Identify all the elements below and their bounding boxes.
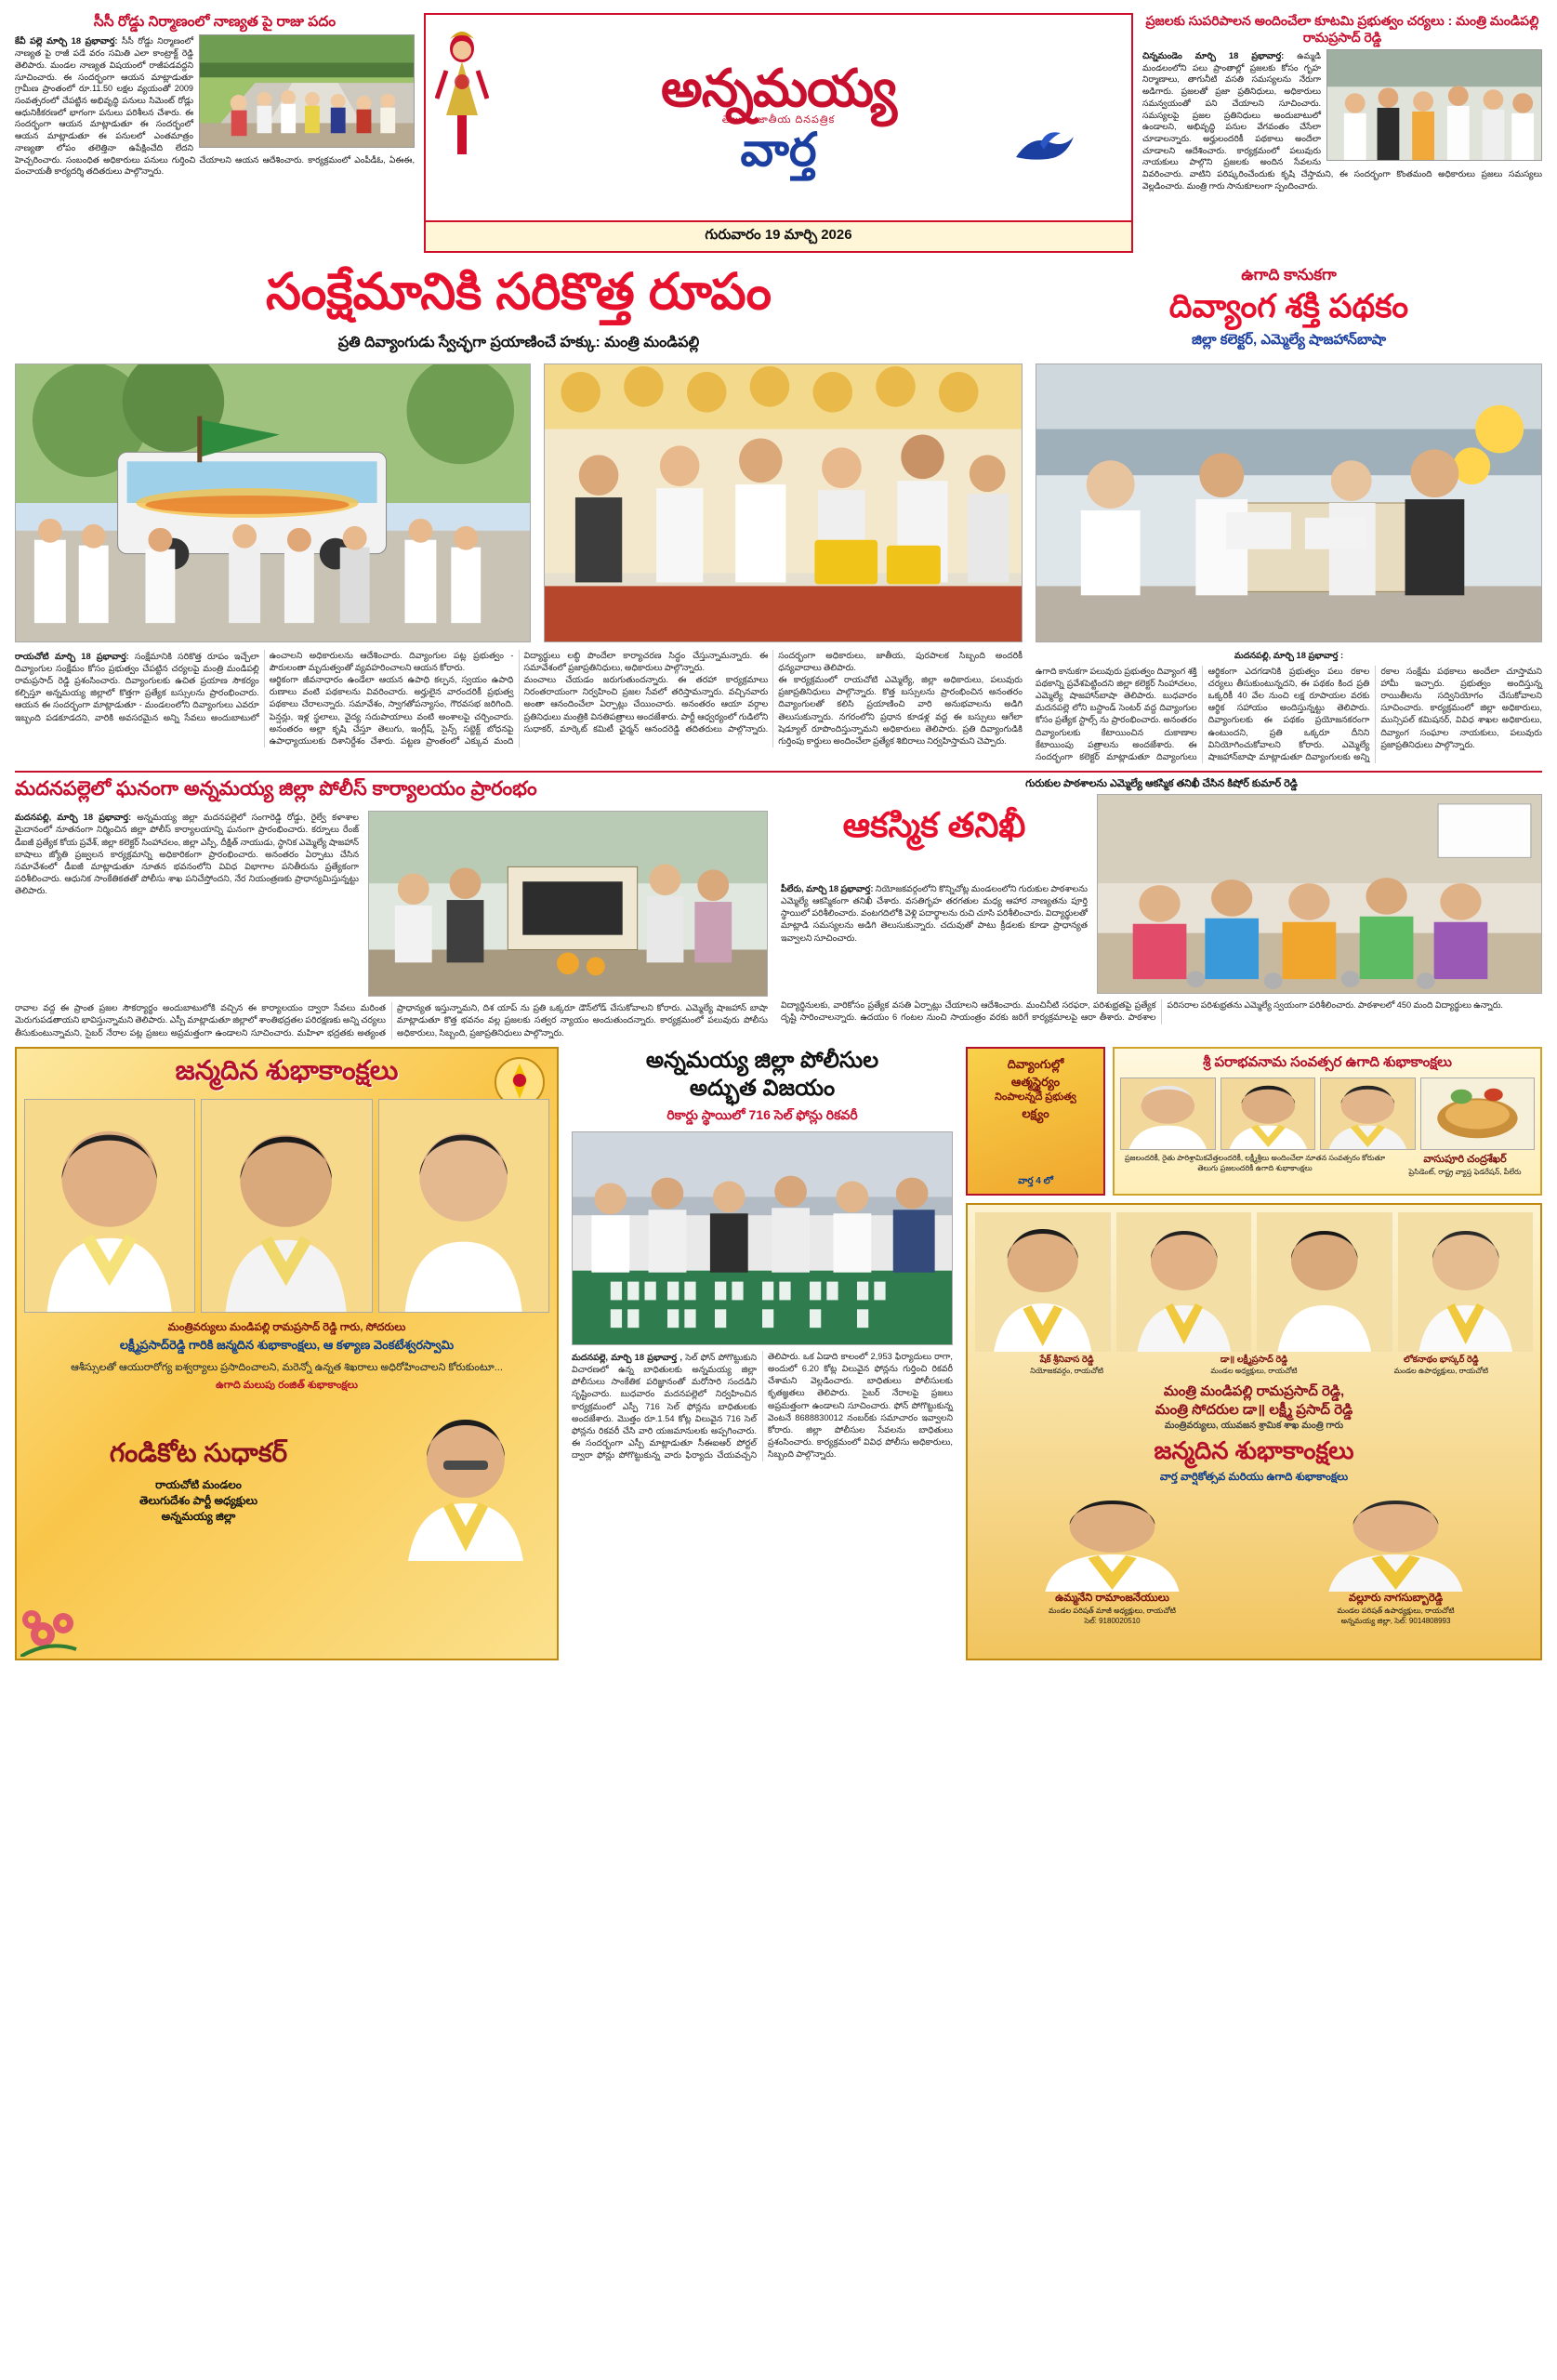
lead-body-1: సంక్షేమానికి సరికొత్త రూపం ఇచ్చేలా దివ్యాంగుల సంక్షేమం కోసం ప్రభుత్వం చేపట్టిన చర్యలపై మంత్రి మండిపల్లి రామప్రసాద్ రెడ్డి ప్రశంసించారు. దివ్యాంగులకు ఉచిత ప్రయాణ సౌకర్యం కల్పిస్తూ అన్నమయ్య జిల్లాలో కొత్తగా ప్రత్యేక బస్సులను ప్రారంభించారు. ఆయన ఈ సందర్భంగా మాట్లాడుతూ - మండలంలోని దివ్యాంగులు ఎవరూ ఇబ్బంది పడకూడదని, వారికి అవసరమైన అన్ని సేవలు అందుబాటులో ఉంచాలని అధికారులను ఆదేశించారు. దివ్యాంగుల పట్ల ప్రభుత్వం - పౌరులంతా మృదుత్వంతో వ్యవహరించాలని ఆయన కోరారు. (15, 650, 514, 722)
middle-row (15, 778, 1542, 1039)
paper-title: అన్నమయ్య (660, 59, 897, 117)
inspection-story (781, 778, 1542, 1039)
bottom-right-desig: మండల పరిషత్ ఉపాధ్యక్షులు, రాయచోటి (1337, 1606, 1455, 1616)
police-success-story (572, 1047, 953, 1462)
lead-headline: సంక్షేమానికి సరికొత్త రూపం (265, 264, 772, 320)
ugadi-body-block (1036, 650, 1542, 764)
birthday-portrait-3 (378, 1099, 549, 1313)
ugadi-ad-portrait-3 (1320, 1078, 1416, 1150)
paper-subtitle: వార్త (740, 124, 817, 176)
stall-photo (1036, 364, 1542, 642)
lead-body-block (15, 650, 1023, 764)
police-body-right: రావాల వద్ద ఈ ప్రాంత ప్రజల సౌకర్యార్థం అందుబాటులోకి వచ్చిన ఈ కార్యాలయం ద్వారా సేవలు మరింత మెరుగుపడతాయని భావిస్తున్నామని తెలిపారు. ఎస్పీ మాట్లాడుతూ జిల్లాలో శాంతిభద్రతల పరిరక్షణకు అన్ని చర్యలు తీసుకుంటున్నామని, సైబర్ నేరాల పట్ల ప్రజలు అప్రమత్తంగా ఉండాలని సూచించారు. మహిళా భద్రతకు అత్యంత ప్రాధాన్యత ఇస్తున్నామని, దిశ యాప్ ను ప్రతి ఒక్కరూ డౌన్‌లోడ్ చేసుకోవాలని కోరారు. ఎమ్మెల్యే షాజహాన్ బాషా మాట్లాడుతూ కొత్త భవనం వల్ల ప్రజలకు సత్వర న్యాయం అందుతుందన్నారు. కార్యక్రమంలో పలువురు పోలీసు అధికారులు, సిబ్బంది, ప్రజాప్రతినిధులు పాల్గొన్నారు. (15, 1003, 768, 1038)
ugadi-ad-portrait-1 (1120, 1078, 1216, 1150)
lower-row (15, 1047, 1542, 1660)
bottom-right-name: వల్లూరు నాగసుబ్బారెడ్డి (1348, 1593, 1444, 1605)
police-dateline: మదనపల్లి, మార్చి 18 ప్రభావార్త: (15, 812, 132, 823)
lead-body-2: ఆర్థికంగా జీవనాధారం ఉండేలా ఆయన ఉపాధి కల్పన, స్వయం ఉపాధి రుణాలు వంటి పథకాలను వివరించారు. అర్హులైన వారందరికీ ప్రభుత్వ పథకాలు చేరాలన్నారు. సమావేశం, స్వాగతోపన్యాసం, గౌరవసభ జరిగింది. పెన్షన్లు, ఇళ్ల స్థలాలు, వైద్య సదుపాయాలు వంటి అంశాలపై చర్చించారు. అనంతరం అల్లా కృషి చేస్తూ తెలుగు, ఇంగ్లీష్, సైన్స్ సబ్జెక్ట్ బోధనపై ఉపాధ్యాయులకు దిశానిర్దేశం చేశారు. పట్టణ ప్రాంతంలో ఎక్కువ మంది విద్యార్థులు లబ్ధి పొందేలా కార్యాచరణ సిద్ధం చేస్తున్నామన్నారు. ఈ సమావేశంలో ప్రజాప్రతినిధులు, అధికారులు పాల్గొన్నారు. (269, 650, 769, 746)
birthday-line-3: ఆశీస్సులతో ఆయురారోగ్య ఐశ్వర్యాలు ప్రసాదించాలని, మరెన్నో ఉన్నత శిఖరాలు అధిరోహించాలని కోరుకుంటూ... (71, 1361, 503, 1373)
birthday-greeting-ad (15, 1047, 559, 1660)
ugadi-pachadi-photo (1420, 1078, 1535, 1150)
police-office-story (15, 778, 768, 1039)
masthead-logo (424, 13, 1133, 253)
ugadi-headline: దివ్యాంగ శక్తి పథకం (1168, 288, 1409, 324)
masthead (15, 13, 1542, 253)
police-body-left: అన్నమయ్య జిల్లా మదనపల్లెలో సంగారెడ్డి రోడ్డు, రైల్వే కళాశాల మైదానంలో నూతనంగా నిర్మించిన జిల్లా పోలీస్ కార్యాలయాన్ని ఘనంగా ప్రారంభించారు. కర్నూలు రేంజ్ డీఐజీ ప్రత్యేక కోయ ప్రవేశ్, జిల్లా కలెక్టర్ సింహాచలం, జిల్లా ఎస్పీ, దీక్షిత్ నాయుడు, స్థానిక ఎమ్మెల్యే షాజహాన్ బాషాలు జ్యోతి ప్రజ్వలన కార్యక్రమాన్ని అధికారికంగా ప్రారంభించారు. అనంతరం ఏర్పాటు చేసిన సమావేశంలో డీఐజీ మాట్లాడుతూ నూతన భవనంలోని వివిధ విభాగాల పనితీరును ప్రత్యేకంగా పరిశీలించారు. ఆధునిక సాంకేతికతతో పోలీసు శాఖ పనిచేస్తోందని, నేర నియంత్రణకు ప్రాధాన్యమిస్తున్నట్టు తెలిపారు. (15, 813, 359, 896)
birthday-portrait-1 (24, 1099, 195, 1313)
birthday-line-1: మంత్రివర్యులు మండిపల్లి రామప్రసాద్ రెడ్డి గారు, సోదరులు (167, 1321, 406, 1333)
lead-subhead: ప్రతి దివ్యాంగుడు స్వేచ్ఛగా ప్రయాణించే హక్కు: మంత్రి మండిపల్లి (337, 334, 700, 350)
right-story-dateline: చిన్నమండెం మార్చి 18 ప్రభావార్త: (1142, 50, 1285, 60)
leader-name-1: షేక్ శ్రీనివాస రెడ్డి (1039, 1354, 1094, 1365)
masthead-left-story (15, 13, 415, 253)
leader-desig-3: మండల ఉపాధ్యక్షులు, రాయచోటి (1393, 1366, 1489, 1375)
ugadi-greeting-ad (1113, 1047, 1542, 1196)
lead-body-4: ఈ కార్యక్రమంలో రాయచోటి ఎమ్మెల్యే, జిల్లా అధికారులు, పలువురు ప్రజాప్రతినిధులు పాల్గొన్నారు. కొత్త బస్సులను ప్రారంభించిన అనంతరం దివ్యాంగులతో కలిసి ప్రయాణించి వారి అనుభవాలను అడిగి తెలుసుకున్నారు. నగరంలోని ప్రధాన కూడళ్ల వద్ద ఈ బస్సులు ఆగేలా షెడ్యూల్ రూపొందిస్తున్నామని అధికారులు తెలిపారు. ప్రతి దివ్యాంగుడికి గుర్తింపు కార్డులు అందించేలా ప్రత్యేక శిబిరాలు నిర్వహిస్తామని చెప్పారు. (778, 675, 1023, 746)
lead-body-3: మంచాలు చేయడం జరుగుతుందన్నారు. ఈ తరహా కార్యక్రమాలు నిరంతరాయంగా నిర్వహించి ప్రజల సేవలో తరిస్తామన్నారు. వచ్చినవారు అంతా ఆనందించేలా ఏర్పాట్లు చేయించారు. అనంతరం ఆయా వర్గాల ప్రతినిధులు మంత్రికి వినతిపత్రాలు అందజేశారు. పార్టీ ఆధ్వర్యంలో గుడిలోని సుధాకర్, మార్కెట్ కమిటీ ఛైర్మన్ ఆనందరెడ్డి తదితరులు పాల్గొన్నారు. సందర్భంగా అధికారులు, జాతీయ, పురపాలక సిబ్బంది అందరికీ ధన్యవాదాలు తెలిపారు. (523, 650, 1023, 734)
birthday-person-desig-2: తెలుగుదేశం పార్టీ అధ్యక్షులు (139, 1493, 258, 1507)
lead-headline-block (15, 266, 1023, 354)
ugadi-subhead: జిల్లా కలెక్టర్, ఎమ్మెల్యే షాజహాన్‌బాషా (1191, 331, 1387, 348)
ugadi-ad-desig: ప్రెసిడెంట్, రాష్ట్ర వ్యాప్త ఫెడరేషన్, పీలేరు (1408, 1167, 1522, 1176)
birthday-line-2: లక్ష్మీప్రసాద్‌రెడ్డి గారికి జన్మదిన శుభాకాంక్షలు, ఆ కళ్యాణ వెంకటేశ్వరస్వామి (119, 1338, 455, 1352)
left-story-photo (199, 34, 415, 148)
ugadi-headline-block (1036, 266, 1542, 354)
dove-icon (1012, 129, 1077, 172)
right-story-photo (1326, 49, 1542, 161)
issue-date: గురువారం 19 మార్చి 2026 (426, 220, 1131, 251)
inspection-dateline: పీలేరు, మార్చి 18 ప్రభావార్త: (781, 882, 874, 893)
inset-line-2: ఆత్మస్థైర్యం (1010, 1074, 1061, 1089)
leader-photo-2 (1116, 1212, 1252, 1352)
leader-desig-2: మండల అధ్యక్షులు, రాయచోటి (1210, 1366, 1298, 1375)
ugadi-ad-portrait-2 (1221, 1078, 1316, 1150)
bottom-portrait-left (975, 1491, 1249, 1592)
inspection-body-left: నియోజకవర్గంలోని కొన్నిచోట్ల మండలంలోని గురుకుల పాఠశాలను ఎమ్మెల్యే ఆకస్మికంగా తనిఖీ చేశారు. వసతిగృహ తరగతుల మధ్య ఆహార నాణ్యతను పూర్తి స్థాయిలో పరిశీలించారు. వంటగదిలోకి వెళ్లి పదార్థాలను రుచి చూసి పరిశీలించారు. విద్యార్థులతో మాట్లాడి సమస్యలను అడిగి తెలుసుకున్నారు. చదువుతో పాటు క్రీడలకు కూడా ప్రాధాన్యత ఇవ్వాలని సూచించారు. (781, 883, 1088, 943)
success-title-1: అన్నమయ్య జిల్లా పోలీసుల (645, 1047, 879, 1073)
paper-tagline: తెలుగు జాతీయ దినపత్రిక (721, 114, 836, 126)
inspection-kicker: గురుకుల పాఠశాలను ఎమ్మెల్యే ఆకస్మిక తనిఖీ చేసిన కిషోర్ కుమార్ రెడ్డి (1025, 778, 1298, 790)
bottom-right-phone: అన్నమయ్య జిల్లా, సెల్: 9014808993 (1340, 1616, 1451, 1625)
ugadi-ad-name: వాసుపూరి చంద్రశేఖర్ (1423, 1153, 1507, 1165)
success-subhead: రికార్డు స్థాయిలో 716 సెల్ ఫోన్లు రికవరీ (666, 1106, 858, 1122)
ugadi-ad-title: శ్రీ పరాభవనామ సంవత్సర ఉగాది శుభాకాంక్షలు (1203, 1053, 1452, 1070)
left-story-text: సీసీ రోడ్డు నిర్మాణంలో నాణ్యత పై రాజీ పడే వరం సమితి ఎలా కాంట్రాక్ట్ రెడ్డి తెలిపారు. మండల నాణ్యత విషయంలో రాజీపడవద్దని సూచించారు. ఈ సందర్భంగా ఆయన మాట్లాడుతూ గ్రామీణ ప్రాంతంలో రూ.11.50 లక్షల వ్యయంతో 2009 సంవత్సరంలో చేపట్టిన అభివృద్ధి పనులు సిమెంట్ రోడ్లు ఆధునికీకరణలో భాగంగా పనులు పరిశీలన చేశారు. ఈ సందర్భంగా ఆయన మాట్లాడుతూ ఈ సందర్భంలో ఆయన మాట్లాడుతూ ఈ పనులలో ఎంతమాత్రం నాణ్యతా లోపం తలెత్తినా ఉపేక్షించేది లేదని హెచ్చరించారు. సంబంధిత అధికారులు పనులు గుర్తించి చేయాలని ఆయన ఆదేశించారు. కార్యక్రమంలో ఎంపీడీఓ, ఏఈఈ, పంచాయతీ కార్యదర్శి తదితరులు పాల్గొన్నారు. (15, 36, 415, 177)
ugadi-body: ఉగాది కానుకగా పలువురు ప్రభుత్వం దివ్యాంగ శక్తి పథకాన్ని ప్రవేశపెట్టిందని జిల్లా కలెక్టర్ సింహాచలం, ఎమ్మెల్యే షాజహాన్‌బాషా తెలిపారు. బుధవారం మదనపల్లె లోని బస్టాండ్ సెంటర్ వద్ద దివ్యాంగుల కోసం ప్రత్యేక స్టాల్స్ ను ప్రారంభించారు. అనంతరం దివ్యాంగులకు కేటాయించిన దుకాణాల కేటాయింపు పత్రాలను అందజేశారు. ఈ సందర్భంగా కలెక్టర్ మాట్లాడుతూ దివ్యాంగులు ఆర్థికంగా ఎదగడానికి ప్రభుత్వం పలు రకాల చర్యలు తీసుకుంటున్నదని, ఈ పథకం కింద ప్రతి ఒక్కరికీ 40 వేల నుంచి లక్ష రూపాయల వరకు ఆర్థిక సహాయం అందిస్తున్నట్టు తెలిపారు. దివ్యాంగులకు ఈ పథకం ప్రయోజనకరంగా ఉంటుందని, ప్రతి ఒక్కరూ దీనిని వినియోగించుకోవాలని కోరారు. ఎమ్మెల్యే షాజహాన్‌బాషా మాట్లాడుతూ దివ్యాంగులకు అన్ని రకాల సంక్షేమ పథకాలు అందేలా చూస్తామని హామీ ఇచ్చారు. ప్రభుత్వం అందిస్తున్న రాయితీలను సద్వినియోగం చేసుకోవాలని సూచించారు. కార్యక్రమంలో జిల్లా అధికారులు, మున్సిపల్ కమిషనర్, వివిధ శాఖల అధికారులు, దివ్యాంగ సంఘాల నాయకులు, పలువురు ప్రజాప్రతినిధులు పాల్గొన్నారు. (1036, 666, 1542, 761)
flower-decoration-icon (20, 1592, 132, 1657)
inset-line-3: నింపాలన్నదే ప్రభుత్వ (995, 1091, 1076, 1104)
bus-launch-photo (15, 364, 531, 642)
ugadi-dateline: మదనపల్లి, మార్చి 18 ప్రభావార్త : (1234, 649, 1344, 660)
lead-body-row (15, 650, 1542, 764)
success-body: సెల్ ఫోన్ పోగొట్టుకుని విచారణలో ఉన్న బాధితులకు అన్నమయ్య జిల్లా పోలీసులు సాంకేతిక పరిజ్ఞానంతో మరోసారి సందడిని సృష్టించారు. బుధవారం మదనపల్లెలో నిర్వహించిన కార్యక్రమంలో ఎస్పీ 716 సెల్ ఫోన్లను బాధితులకు అందజేశారు. మొత్తం రూ.1.54 కోట్ల విలువైన 716 సెల్ ఫోన్లను రికవరీ చేసి వారి యజమానులకు అప్పగించారు. ఈ సందర్భంగా ఎస్పీ మాట్లాడుతూ సీఈఐఆర్ పోర్టల్ ద్వారా ఫోన్లు పోగొట్టుకున్న వారు ఫిర్యాదు చేయవచ్చని తెలిపారు. ఒక ఏడాది కాలంలో 2,953 ఫిర్యాదులు రాగా, అందులో 6.20 కోట్ల విలువైన ఫోన్లను గుర్తించి రికవరీ చేశామని వెల్లడించారు. బాధితులు పోలీసులకు కృతజ్ఞతలు తెలిపారు. సైబర్ నేరాలపై ప్రజలు అప్రమత్తంగా ఉండాలని సూచించారు. ఫోన్ పోగొట్టుకున్న వెంటనే 8688830012 నంబర్‌కు సమాచారం ఇవ్వాలని కోరారు. జిల్లా పోలీసుల సేవలను బాధితులు ప్రశంసించారు. కార్యక్రమంలో వివిధ పోలీసు అధికారులు, సిబ్బంది పాల్గొన్నారు. (572, 1351, 953, 1461)
ugadi-ad-body: ప్రజలందరికీ, రైతు పారిశ్రామికవేత్తలందరికీ, లక్ష్మీశ్రీలు అందించేలా నూతన సంవత్సరం కోరుతూ తెలుగు ప్రజలందరికీ ఉగాది శుభాకాంక్షలు (1124, 1153, 1386, 1172)
deity-illustration (435, 26, 489, 165)
ugadi-kicker: ఉగాది కానుకగా (1241, 266, 1337, 284)
left-story-dateline: కేవీ పల్లె మార్చి 18 ప్రభావార్త: (15, 35, 118, 46)
bottom-left-phone: సెల్: 9180020510 (1084, 1616, 1141, 1625)
inspection-body-right: విద్యార్థినులకు, వారికోసం ప్రత్యేక వసతి ఏర్పాట్లు చేయాలని ఆదేశించారు. మంచినీటి సరఫరా, పరిశుభ్రతపై ప్రత్యేక దృష్టి సారించాలన్నారు. ఉదయం 6 గంటల నుంచి సాయంత్రం వరకు జరిగే కార్యక్రమాలపై ఆరా తీశారు. పాఠశాల పరిసరాల పరిశుభ్రతను ఎమ్మెల్యే స్వయంగా పరిశీలించారు. పాఠశాలలో 450 మంది విద్యార్థులు ఉన్నారు. (781, 1000, 1504, 1023)
inset-line-1: దివ్యాంగుల్లో (1007, 1056, 1064, 1071)
lead-dateline: రాయచోటి మార్చి 18 ప్రభావార్త: (15, 650, 129, 661)
bottom-portrait-right (1259, 1491, 1533, 1592)
leaders-birthday-ad (966, 1203, 1542, 1660)
birthday-main-portrait (382, 1403, 549, 1561)
leader-desig-1: నియోజకవర్గం, రాయచోటి (1030, 1366, 1104, 1375)
police-headline: మదనపల్లెలో ఘనంగా అన్నమయ్య జిల్లా పోలీస్ కార్యాలయం ప్రారంభం (15, 778, 537, 800)
inset-line-4: లక్ష్యం (1022, 1106, 1049, 1121)
success-title-2: అద్భుత విజయం (689, 1075, 836, 1101)
birthday-person-name: గండికోట సుధాకర్ (109, 1437, 288, 1467)
right-ads-column (966, 1047, 1542, 1660)
police-office-photo (368, 811, 768, 997)
birthday-portrait-2 (201, 1099, 372, 1313)
inspection-headline: ఆకస్మిక తనిఖీ (842, 806, 1026, 845)
leader-name-3: లోకనాథం భాస్కర్ రెడ్డి (1403, 1354, 1479, 1365)
leader-photo-3 (1257, 1212, 1392, 1352)
right-story-headline: ప్రజలకు సుపరిపాలన అందించేలా కూటమి ప్రభుత్వం చర్యలు : మంత్రి మండిపల్లి రామప్రసాద్ రెడ్డి (1145, 13, 1539, 45)
lead-photo-row (15, 364, 1542, 642)
birthday-person-desig-1: రాయచోటి మండలం (155, 1477, 242, 1491)
birthday-ad-title: జన్మదిన శుభాకాంక్షలు (175, 1055, 399, 1086)
bottom-left-desig: మండల పరిషత్ మాజీ అధ్యక్షులు, రాయచోటి (1049, 1606, 1176, 1616)
right-ad-title: జన్మదిన శుభాకాంక్షలు (1154, 1436, 1354, 1465)
leader-name-2: డా॥ లక్ష్మీప్రసాద్ రెడ్డి (1220, 1354, 1288, 1365)
birthday-line-4: ఉగాది మలుపు రంజిత్ శుభాకాంక్షలు (216, 1380, 358, 1391)
right-ad-head-2: మంత్రి సోదరుల డా॥ లక్ష్మీ ప్రసాద్ రెడ్డి (1155, 1401, 1353, 1418)
right-story-text: ఉమ్మడి మండలంలోని పలు ప్రాంతాల్లో ప్రజలకు కోసం గృహ నిర్మాణాలు, తాగునీటి వసతి సమస్యలను నేరుగా అడిగారు. ప్రజలతో ప్రజా ప్రతినిధులు, అధికారులు సమన్వయంతో పని చేయాలని సూచించారు. సమస్యలపై ప్రజల ప్రతినిధులు అందుబాటులో ఉండాలని, అభివృద్ధి పనుల వేగవంతం చేసేలా చూడాలన్నారు. అర్హులందరికీ పథకాలు అందేలా చూడాలని ఆదేశించారు. కార్యక్రమంలో పలువురు నాయకులు పాల్గొని ప్రజలకు అందిన సేవలను వివరించారు. వాటిని పరిష్కరించేందుకు కృషి చేస్తామని, ఈ సందర్భంగా కొంతమంది అధికారులు ప్రజలు సమస్యలు వెల్లడించారు. మంత్రి గారు సానుకూలంగా స్పందించారు. (1142, 51, 1542, 191)
right-ad-sub: వార్త వార్షికోత్సవ మరియు ఉగాది శుభాకాంక్షలు (1159, 1472, 1349, 1484)
inset-quote-ad (966, 1047, 1105, 1196)
bottom-left-name: ఉమ్మనేని రామాంజనేయులు (1055, 1593, 1169, 1605)
distribution-photo (544, 364, 1023, 642)
leader-photo-4 (1398, 1212, 1534, 1352)
right-ad-head-1: మంత్రి మండిపల్లి రామప్రసాద్ రెడ్డి, (1163, 1382, 1345, 1399)
right-ad-footnote: మంత్రివర్యులు, యువజన శ్రామిక శాఖ మంత్రి గారు (1164, 1421, 1344, 1432)
phones-recovery-photo (572, 1131, 953, 1345)
masthead-right-story (1142, 13, 1542, 253)
success-dateline: మదనపల్లె, మార్చి 18 ప్రభావార్త , (572, 1351, 682, 1362)
left-story-headline: సీసీ రోడ్డు నిర్మాణంలో నాణ్యత పై రాజు పదం (93, 14, 336, 30)
inset-credit: వార్త 4 లో (1018, 1175, 1053, 1186)
inspection-photo (1097, 794, 1542, 994)
leader-photo-1 (975, 1212, 1111, 1352)
lead-headline-row (15, 266, 1542, 354)
birthday-person-desig-3: అన్నమయ్య జిల్లా (161, 1509, 236, 1523)
section-divider (15, 771, 1542, 773)
